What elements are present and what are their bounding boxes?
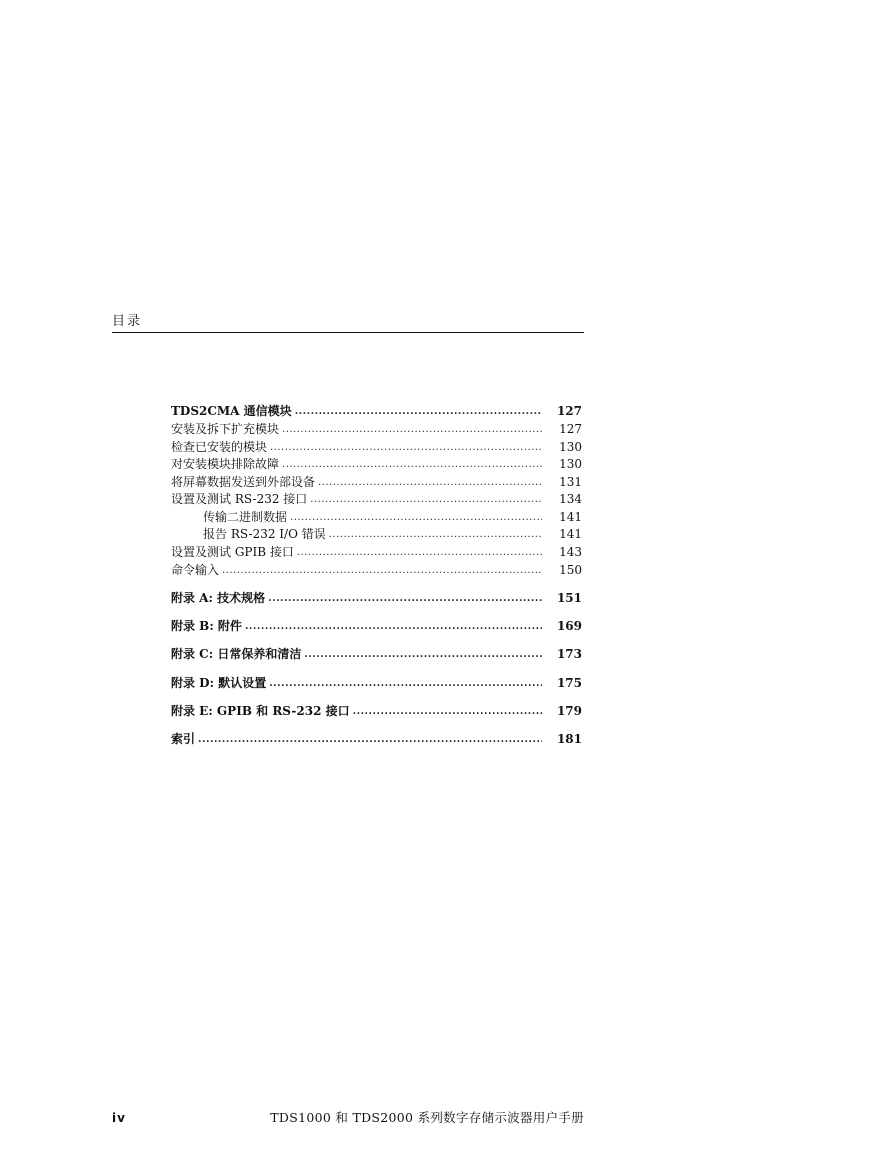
toc-entry-page-number: 130 [559,440,582,454]
toc-entry-page-number: 130 [559,457,582,471]
toc-entry-page-number: 131 [559,475,582,489]
toc-entry[interactable] [171,561,582,578]
toc-entry-title: 检查已安装的模块 [171,440,268,454]
toc-entry-page-number: 127 [559,422,582,436]
toc-dot-leader [282,422,542,437]
toc-dot-leader [353,704,542,719]
toc-entry-page-number: 150 [559,563,582,577]
toc-entry-title: 附录 B: 附件 [171,619,242,633]
toc-entry-page-number: 143 [559,545,582,559]
toc-entry-page-number: 141 [559,510,582,524]
toc-dot-leader [318,475,542,490]
page-header-title: 目录 [112,314,143,329]
toc-entry-title: 安装及拆下扩充模块 [171,422,280,436]
toc-entry-page-number: 141 [559,527,582,541]
toc-entry-page-number: 181 [556,732,582,746]
toc-entry[interactable] [171,645,582,662]
toc-entry-title: 传输二进制数据 [203,510,288,524]
toc-dot-leader [295,404,542,419]
toc-dot-leader [270,440,542,455]
toc-dot-leader [222,563,542,578]
toc-entry-page-number: 179 [556,704,582,718]
toc-entry-page-number: 151 [556,591,582,605]
toc-entry-title: 附录 A: 技术规格 [171,591,266,605]
toc-entry[interactable] [171,455,582,472]
toc-entry-title: 设置及测试 RS-232 接口 [171,492,308,506]
toc-entry-page-number: 173 [556,647,582,661]
toc-entry-title: 附录 E: GPIB 和 RS-232 接口 [171,704,350,718]
toc-dot-leader [329,527,542,542]
toc-entry[interactable] [171,702,582,719]
toc-entry-title: TDS2CMA 通信模块 [171,404,292,418]
toc-entry-page-number: 175 [556,676,582,690]
toc-dot-leader [304,647,542,662]
footer-book-title: TDS1000 和 TDS2000 系列数字存储示波器用户手册 [270,1110,584,1125]
toc-entry[interactable] [171,402,582,419]
toc-dot-leader [290,510,542,525]
toc-entry-title: 对安装模块排除故障 [171,457,280,471]
toc-entry-page-number: 134 [559,492,582,506]
toc-entry-title: 设置及测试 GPIB 接口 [171,545,294,559]
toc-entry[interactable] [171,543,582,560]
toc-entry[interactable] [171,589,582,606]
toc-entry-title: 将屏幕数据发送到外部设备 [171,475,316,489]
footer-page-number: iv [112,1111,126,1125]
toc-entry[interactable] [171,730,582,747]
toc-dot-leader [282,457,542,472]
toc-dot-leader [269,676,542,691]
toc-entry-title: 报告 RS-232 I/O 错误 [203,527,326,541]
toc-entry[interactable] [171,490,582,507]
toc-entry-title: 附录 D: 默认设置 [171,676,267,690]
toc-entry-page-number: 127 [556,404,582,418]
toc-entry[interactable] [171,420,582,437]
toc-entry-title: 命令输入 [171,563,220,577]
toc-entry-title: 索引 [171,732,196,746]
toc-entry[interactable] [171,438,582,455]
toc-entry-title: 附录 C: 日常保养和清洁 [171,647,302,661]
toc-entry[interactable] [171,617,582,634]
toc-dot-leader [245,619,542,634]
toc-entry[interactable] [203,508,582,525]
toc-entry[interactable] [171,674,582,691]
toc-entry-page-number: 169 [556,619,582,633]
toc-dot-leader [297,545,542,560]
toc-dot-leader [310,492,542,507]
toc-dot-leader [198,732,542,747]
toc-dot-leader [268,591,542,606]
toc-entry[interactable] [171,473,582,490]
toc-entry[interactable] [203,525,582,542]
